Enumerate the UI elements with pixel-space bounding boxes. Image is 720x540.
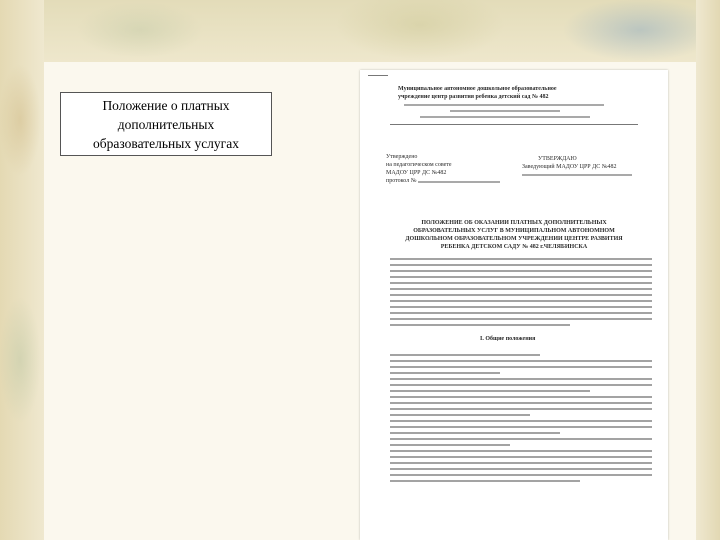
document-approved-line-1: Утверждено	[386, 154, 418, 160]
document-protocol-blank	[418, 181, 500, 183]
document-org-line-1: Муниципальное автономное дошкольное образовательное	[398, 86, 557, 92]
decorative-left-border	[0, 0, 44, 540]
document-heading-line-4: РЕБЕНКА ДЕТСКОМ САДУ № 482 г.ЧЕЛЯБИНСКА	[440, 244, 588, 250]
document-signature-line	[522, 174, 632, 176]
document-approved-line-3: МАДОУ ЦРР ДС №482	[386, 170, 447, 176]
document-paragraph	[390, 258, 652, 330]
document-header-rule	[390, 124, 638, 125]
document-approved-line-4: протокол №	[386, 178, 417, 184]
document-approve-label: УТВЕРЖДАЮ	[538, 156, 577, 162]
decorative-top-border	[0, 0, 720, 62]
slide-title-line-3: образовательных услугах	[93, 135, 239, 151]
document-heading-line-3: ДОШКОЛЬНОМ ОБРАЗОВАТЕЛЬНОМ УЧРЕЖДЕНИИ ЦЕНТРЕ РАЗВИТИЯ	[405, 236, 623, 242]
slide-title-box	[60, 92, 272, 156]
document-paragraph	[390, 354, 652, 486]
document-address-line	[404, 104, 604, 106]
document-top-mark	[368, 75, 388, 76]
scanned-document	[360, 70, 668, 540]
slide-title-line-1: Положение о платных	[102, 97, 230, 113]
document-address-line	[450, 110, 560, 112]
document-head-signature: Заведующий МАДОУ ЦРР ДС №482	[522, 164, 617, 170]
document-heading-line-2: ОБРАЗОВАТЕЛЬНЫХ УСЛУГ В МУНИЦИПАЛЬНОМ АВТОНОМНОМ	[413, 228, 615, 234]
decorative-right-border	[696, 0, 720, 540]
document-approved-line-2: на педагогическом совете	[386, 162, 452, 168]
document-section-title: I. Общие положения	[480, 336, 536, 342]
document-address-line	[420, 116, 590, 118]
document-org-line-2: учреждение центр развития ребенка детский сад № 482	[398, 94, 549, 100]
document-heading-line-1: ПОЛОЖЕНИЕ ОБ ОКАЗАНИИ ПЛАТНЫХ ДОПОЛНИТЕЛЬНЫХ	[421, 220, 607, 226]
slide-title-line-2: дополнительных	[117, 116, 215, 132]
